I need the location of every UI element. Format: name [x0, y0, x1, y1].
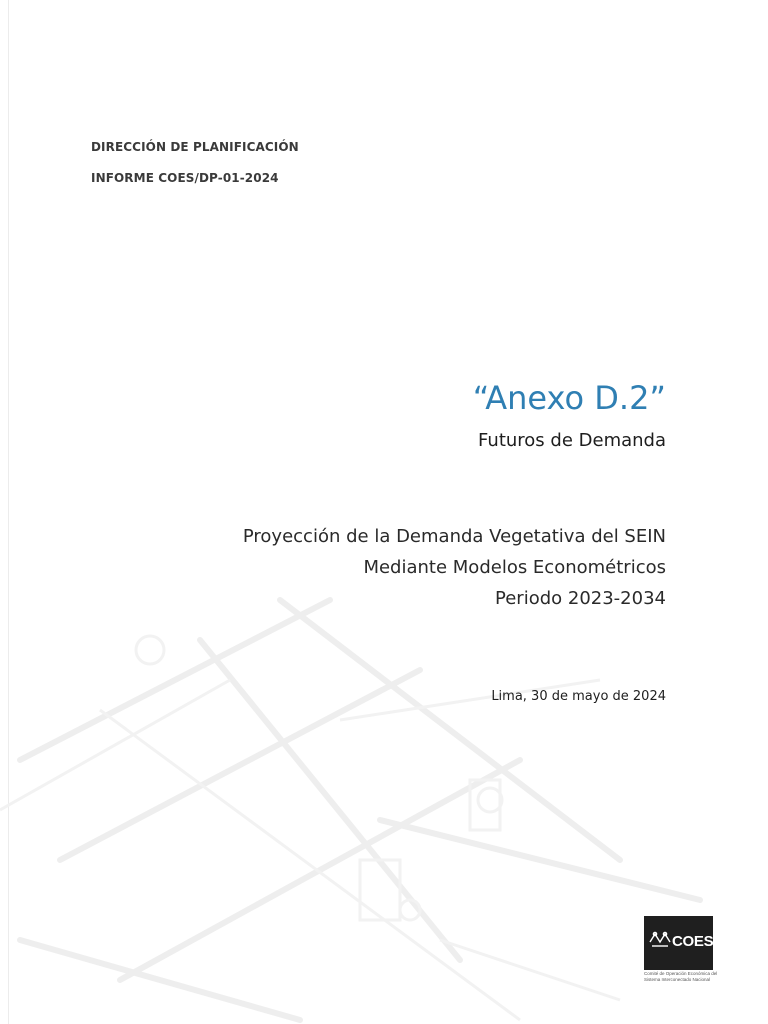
projection-line-3: Periodo 2023-2034	[495, 588, 666, 609]
department-name: DIRECCIÓN DE PLANIFICACIÓN	[91, 140, 299, 154]
logo-caption-line-1: Comité de Operación Económica del	[644, 971, 718, 976]
coes-emblem-icon	[648, 928, 672, 952]
projection-description	[243, 521, 666, 614]
document-header	[91, 140, 299, 185]
logo-caption-line-2: Sistema Interconectado Nacional	[644, 976, 711, 982]
coes-logo-text: COES	[672, 933, 714, 950]
projection-line-2: Mediante Modelos Econométricos	[363, 557, 666, 578]
coes-logo	[644, 916, 713, 970]
annex-title: “Anexo D.2”	[472, 379, 666, 417]
annex-subtitle: Futuros de Demanda	[478, 430, 666, 451]
title-block	[473, 378, 666, 451]
document-date: Lima, 30 de mayo de 2024	[491, 689, 666, 704]
report-number: INFORME COES/DP-01-2024	[91, 171, 279, 185]
logo-caption	[644, 971, 734, 982]
projection-line-1: Proyección de la Demanda Vegetativa del SEIN	[242, 526, 666, 547]
